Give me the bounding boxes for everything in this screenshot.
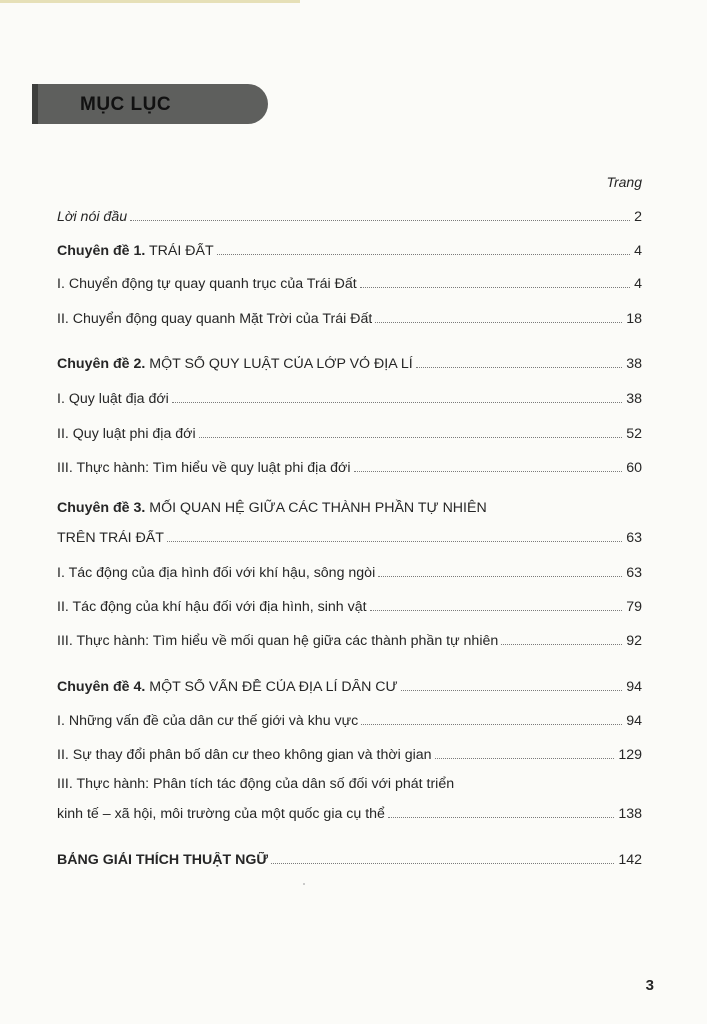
- toc-entry-page: 60: [626, 460, 642, 476]
- dot-leader: [172, 401, 622, 403]
- toc-entry-title: II. Chuyển động quay quanh Mặt Trời của Trái Đất: [57, 311, 373, 327]
- toc-glossary[interactable]: [57, 846, 642, 868]
- toc-entry-title: II. Sự thay đổi phân bố dân cư theo không gian và thời gian: [57, 747, 432, 763]
- glossary-title: BẢNG GIẢI THÍCH THUẬT NGỮ: [57, 852, 269, 868]
- dot-leader: [375, 321, 622, 323]
- toc-chapter-line1[interactable]: [57, 500, 487, 516]
- chapter-title: TRÁI ĐẤT: [145, 243, 214, 259]
- page-title: MỤC LỤC: [80, 94, 172, 115]
- dot-leader: [370, 609, 623, 611]
- toc-entry[interactable]: [57, 385, 642, 407]
- toc-entry-title: Lời nói đầu: [57, 209, 128, 225]
- dot-leader: [199, 436, 623, 438]
- toc-entry-title: III. Thực hành: Phân tích tác động của dân số đối với phát triển: [57, 776, 455, 792]
- chapter-title: MỘT SỐ VẤN ĐỀ CỦA ĐỊA LÍ DÂN CƯ: [145, 679, 398, 695]
- toc-entry-line2[interactable]: [57, 800, 642, 822]
- toc-entry-title: II. Quy luật phi địa đới: [57, 426, 196, 442]
- chapter-label: Chuyên đề 2.: [57, 356, 146, 372]
- chapter-label: Chuyên đề 1.: [57, 243, 146, 259]
- toc-entry-title: I. Quy luật địa đới: [57, 391, 169, 407]
- toc-entry-page: 18: [626, 311, 642, 327]
- dot-leader: [401, 689, 623, 691]
- chapter-title-cont: TRÊN TRÁI ĐẤT: [57, 530, 164, 546]
- toc-chapter[interactable]: [57, 350, 642, 372]
- toc-entry-page: 94: [626, 713, 642, 729]
- toc-chapter-line2[interactable]: [57, 524, 642, 546]
- toc-entry[interactable]: [57, 593, 642, 615]
- dot-leader: [416, 366, 623, 368]
- dot-leader: [361, 723, 622, 725]
- toc-entry-page: 79: [626, 599, 642, 615]
- toc-entry-page: 92: [626, 633, 642, 649]
- chapter-title: MỘT SỐ QUY LUẬT CỦA LỚP VỎ ĐỊA LÍ: [145, 356, 413, 372]
- toc-chapter[interactable]: [57, 237, 642, 259]
- toc-entry-line1[interactable]: [57, 776, 454, 792]
- toc-entry-page: 38: [626, 391, 642, 407]
- toc-entry[interactable]: [57, 420, 642, 442]
- toc-chapter[interactable]: [57, 673, 642, 695]
- toc-entry[interactable]: [57, 454, 642, 476]
- page-number: 3: [645, 977, 654, 994]
- top-edge-line: [0, 0, 300, 3]
- toc-entry-title: I. Những vấn đề của dân cư thế giới và khu vực: [57, 713, 359, 729]
- toc-entry[interactable]: [57, 627, 642, 649]
- toc-entry-page: 2: [634, 209, 642, 225]
- print-speck: [303, 883, 305, 885]
- toc-entry-title: I. Tác động của địa hình đối với khí hậu, sông ngòi: [57, 565, 376, 581]
- toc-entry-title: III. Thực hành: Tìm hiểu về quy luật phi địa đới: [57, 460, 351, 476]
- toc-entry[interactable]: [57, 270, 642, 292]
- chapter-label: Chuyên đề 3.: [57, 500, 146, 516]
- toc-entry[interactable]: [57, 559, 642, 581]
- dot-leader: [360, 286, 630, 288]
- dot-leader: [501, 643, 622, 645]
- toc-entry-page: 52: [626, 426, 642, 442]
- dot-leader: [378, 575, 622, 577]
- dot-leader: [167, 540, 622, 542]
- dot-leader: [217, 253, 630, 255]
- toc-entry[interactable]: [57, 707, 642, 729]
- toc-entry-page: 129: [618, 747, 642, 763]
- toc-entry-page: 63: [626, 565, 642, 581]
- chapter-label: Chuyên đề 4.: [57, 679, 146, 695]
- toc-entry-title: II. Tác động của khí hậu đối với địa hình, sinh vật: [57, 599, 367, 615]
- toc-entry-page: 4: [634, 276, 642, 292]
- dot-leader: [435, 757, 615, 759]
- dot-leader: [388, 816, 614, 818]
- toc-entry-page: 142: [618, 852, 642, 868]
- toc-entry-page: 138: [618, 806, 642, 822]
- toc-entry-page: 4: [634, 243, 642, 259]
- toc-entry-title: I. Chuyển động tự quay quanh trục của Trái Đất: [57, 276, 357, 292]
- chapter-title: MỐI QUAN HỆ GIỮA CÁC THÀNH PHẦN TỰ NHIÊN: [145, 500, 487, 516]
- toc-entry[interactable]: [57, 305, 642, 327]
- page-column-label: Trang: [606, 174, 642, 190]
- toc-entry-page: 63: [626, 530, 642, 546]
- toc-entry-page: 38: [626, 356, 642, 372]
- toc-entry[interactable]: [57, 203, 642, 225]
- toc-entry-title: III. Thực hành: Tìm hiểu về mối quan hệ giữa các thành phần tự nhiên: [57, 633, 499, 649]
- toc-entry[interactable]: [57, 741, 642, 763]
- dot-leader: [354, 470, 623, 472]
- toc-entry-page: 94: [626, 679, 642, 695]
- dot-leader: [130, 219, 630, 221]
- toc-entry-title-cont: kinh tế – xã hội, môi trường của một quốc gia cụ thể: [57, 806, 385, 822]
- dot-leader: [271, 862, 614, 864]
